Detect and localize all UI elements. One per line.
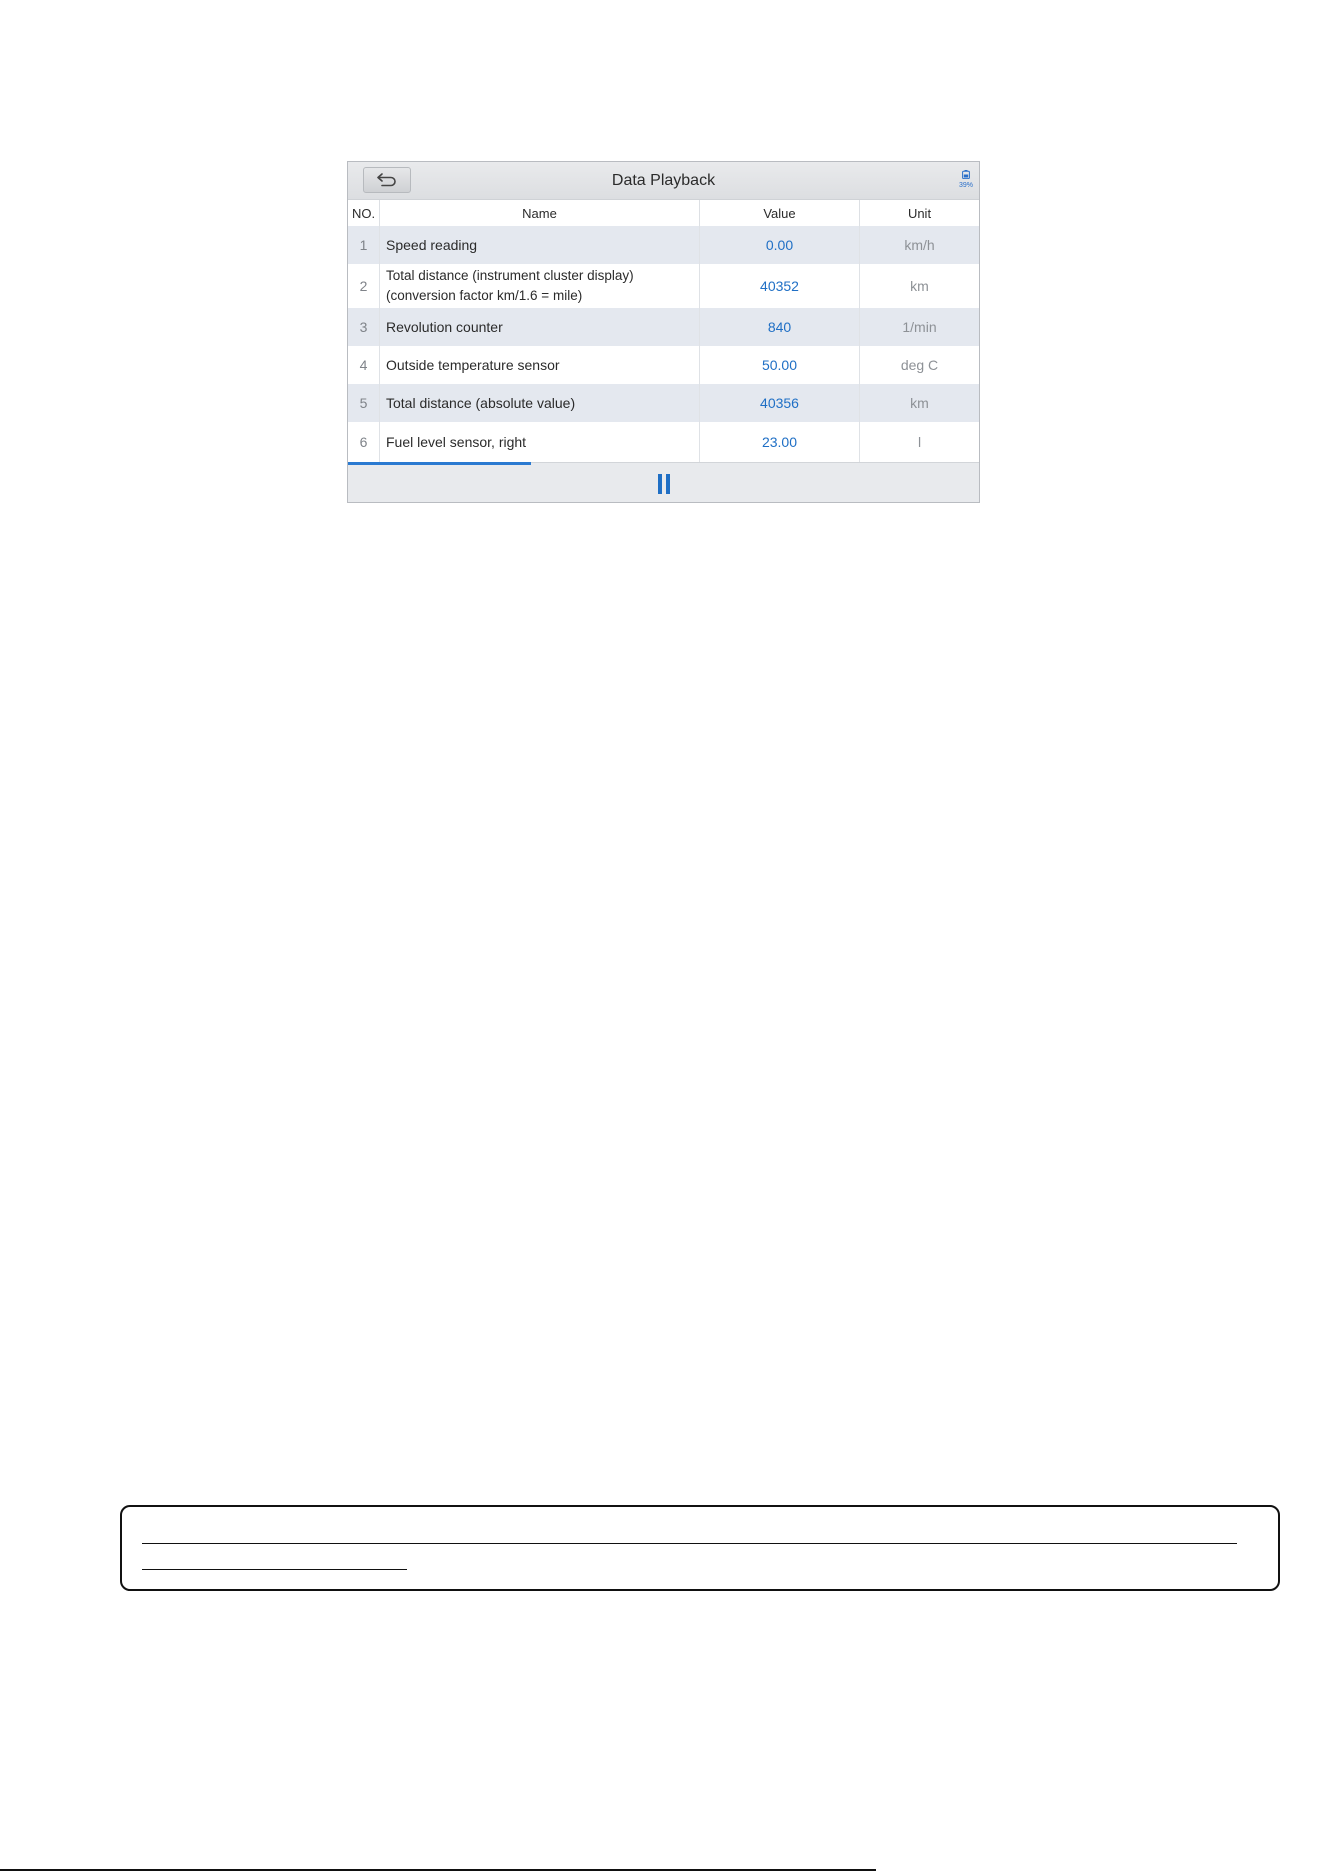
row-number: 4 bbox=[348, 346, 380, 384]
row-unit: 1/min bbox=[902, 319, 937, 335]
back-arrow-icon bbox=[377, 173, 399, 187]
column-header-no: NO. bbox=[348, 200, 380, 226]
back-button[interactable] bbox=[363, 167, 411, 193]
row-value: 0.00 bbox=[700, 226, 860, 264]
column-header-name: Name bbox=[380, 200, 700, 226]
table-row[interactable] bbox=[348, 422, 979, 462]
row-number: 3 bbox=[348, 308, 380, 346]
row-name: Total distance (absolute value) bbox=[380, 384, 700, 422]
column-header-unit: Unit bbox=[907, 205, 932, 221]
playback-progress[interactable] bbox=[348, 462, 979, 465]
pause-icon bbox=[656, 474, 672, 494]
row-name: Total distance (instrument cluster display) (conversion factor km/1.6 = mile) bbox=[380, 264, 700, 308]
row-value: 840 bbox=[700, 308, 860, 346]
playback-bar bbox=[348, 462, 979, 502]
note-box bbox=[120, 1505, 1280, 1591]
row-value: 40352 bbox=[700, 264, 860, 308]
row-unit: km bbox=[910, 278, 929, 294]
row-value: 40356 bbox=[700, 384, 860, 422]
row-name: Revolution counter bbox=[380, 308, 700, 346]
row-value: 50.00 bbox=[700, 346, 860, 384]
row-name: Outside temperature sensor bbox=[380, 346, 700, 384]
table-row[interactable] bbox=[348, 384, 979, 422]
data-playback-screen bbox=[347, 161, 980, 503]
page-title: Data Playback bbox=[611, 172, 716, 189]
battery-indicator bbox=[957, 170, 975, 194]
table-header bbox=[348, 200, 979, 226]
row-name: Speed reading bbox=[380, 226, 700, 264]
pause-button[interactable] bbox=[656, 474, 672, 494]
row-number: 6 bbox=[348, 422, 380, 462]
note-line bbox=[142, 1543, 1237, 1544]
row-unit: km/h bbox=[904, 237, 935, 253]
battery-percent: 39% bbox=[958, 182, 973, 189]
table-row[interactable] bbox=[348, 226, 979, 264]
footer-rule bbox=[0, 1869, 876, 1871]
battery-icon bbox=[962, 170, 970, 179]
row-unit: km bbox=[910, 395, 929, 411]
row-number: 2 bbox=[348, 264, 380, 308]
row-unit: deg C bbox=[900, 357, 939, 373]
row-value: 23.00 bbox=[700, 422, 860, 462]
row-number: 1 bbox=[348, 226, 380, 264]
note-line bbox=[142, 1569, 407, 1570]
table-row[interactable] bbox=[348, 264, 979, 308]
row-number: 5 bbox=[348, 384, 380, 422]
table-row[interactable] bbox=[348, 346, 979, 384]
playback-progress-fill bbox=[348, 462, 531, 465]
title-bar bbox=[348, 162, 979, 200]
row-unit: l bbox=[917, 434, 922, 450]
row-name: Fuel level sensor, right bbox=[380, 422, 700, 462]
column-header-value: Value bbox=[700, 200, 860, 226]
table-row[interactable] bbox=[348, 308, 979, 346]
